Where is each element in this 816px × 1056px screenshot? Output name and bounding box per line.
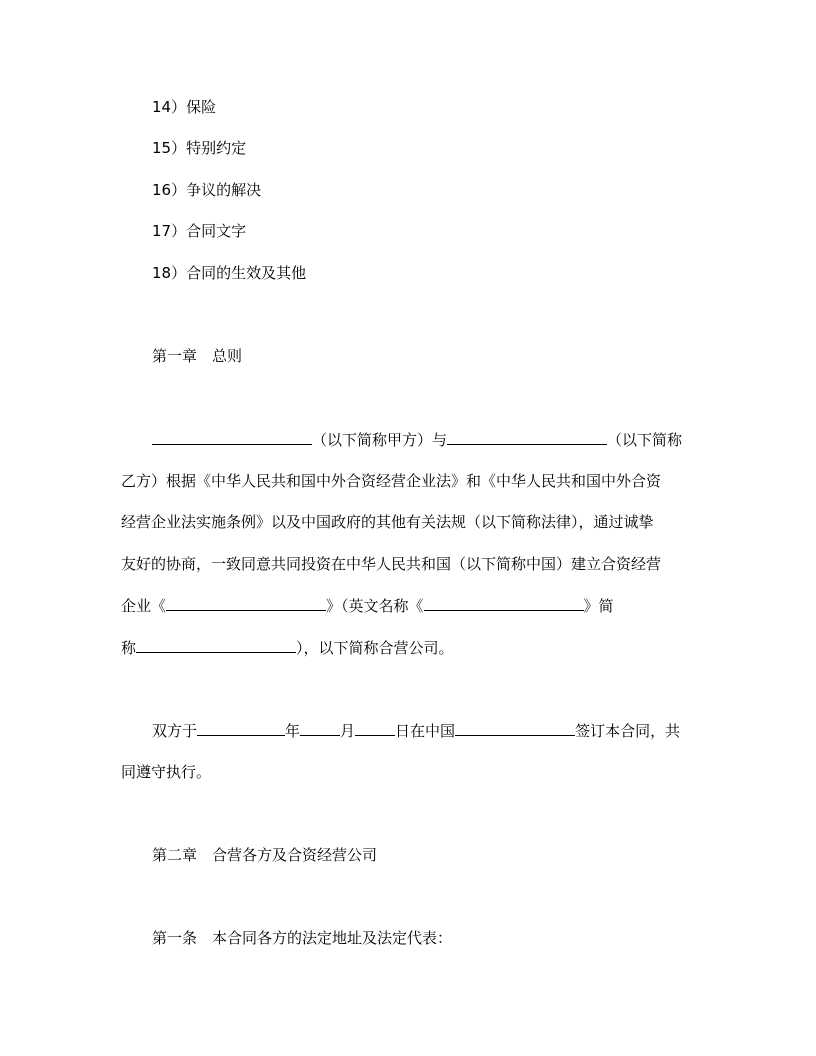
blank-company-name xyxy=(166,595,326,611)
blank-party-a xyxy=(152,429,312,445)
paragraph-line: 经营企业法实施条例》以及中国政府的其他有关法规（以下简称法律），通过诚挚 xyxy=(121,513,654,531)
text-fragment: 企业《 xyxy=(121,597,167,615)
text-fragment: 》简 xyxy=(583,597,614,615)
text-fragment: （以下简称 xyxy=(607,431,683,449)
text-fragment: 》（英文名称《 xyxy=(326,597,424,615)
paragraph-line xyxy=(121,595,614,615)
blank-english-name xyxy=(424,595,584,611)
text-fragment: 月 xyxy=(340,722,356,740)
paragraph-line: 乙方）根据《中华人民共和国中外合资经营企业法》和《中华人民共和国中外合资 xyxy=(121,472,662,490)
text-fragment: 签订本合同，共 xyxy=(575,722,681,740)
text-fragment: 称 xyxy=(121,639,137,657)
text-fragment: ），以下简称合营公司。 xyxy=(296,639,454,657)
blank-day xyxy=(355,720,395,736)
text-fragment: 日在中国 xyxy=(395,722,456,740)
toc-item: 16）争议的解决 xyxy=(152,181,262,199)
paragraph-line: 同遵守执行。 xyxy=(121,763,212,781)
blank-place xyxy=(455,720,575,736)
blank-short-name xyxy=(136,637,296,653)
blank-month xyxy=(300,720,340,736)
toc-item: 14）保险 xyxy=(152,98,217,116)
blank-party-b xyxy=(447,429,607,445)
article-heading: 第一条 本合同各方的法定地址及法定代表： xyxy=(152,929,453,947)
text-fragment: （以下简称甲方）与 xyxy=(312,431,448,449)
chapter-heading: 第一章 总则 xyxy=(152,347,243,365)
chapter-heading: 第二章 合营各方及合资经营公司 xyxy=(152,846,378,864)
toc-item: 15）特别约定 xyxy=(152,139,247,157)
text-fragment: 双方于 xyxy=(152,722,198,740)
paragraph-line xyxy=(152,429,682,449)
toc-item: 18）合同的生效及其他 xyxy=(152,264,307,282)
paragraph-line: 友好的协商，一致同意共同投资在中华人民共和国（以下简称中国）建立合资经营 xyxy=(121,555,662,573)
paragraph-line xyxy=(121,637,454,657)
blank-year xyxy=(197,720,285,736)
paragraph-line xyxy=(152,720,680,740)
text-fragment: 年 xyxy=(285,722,301,740)
toc-item: 17）合同文字 xyxy=(152,222,247,240)
